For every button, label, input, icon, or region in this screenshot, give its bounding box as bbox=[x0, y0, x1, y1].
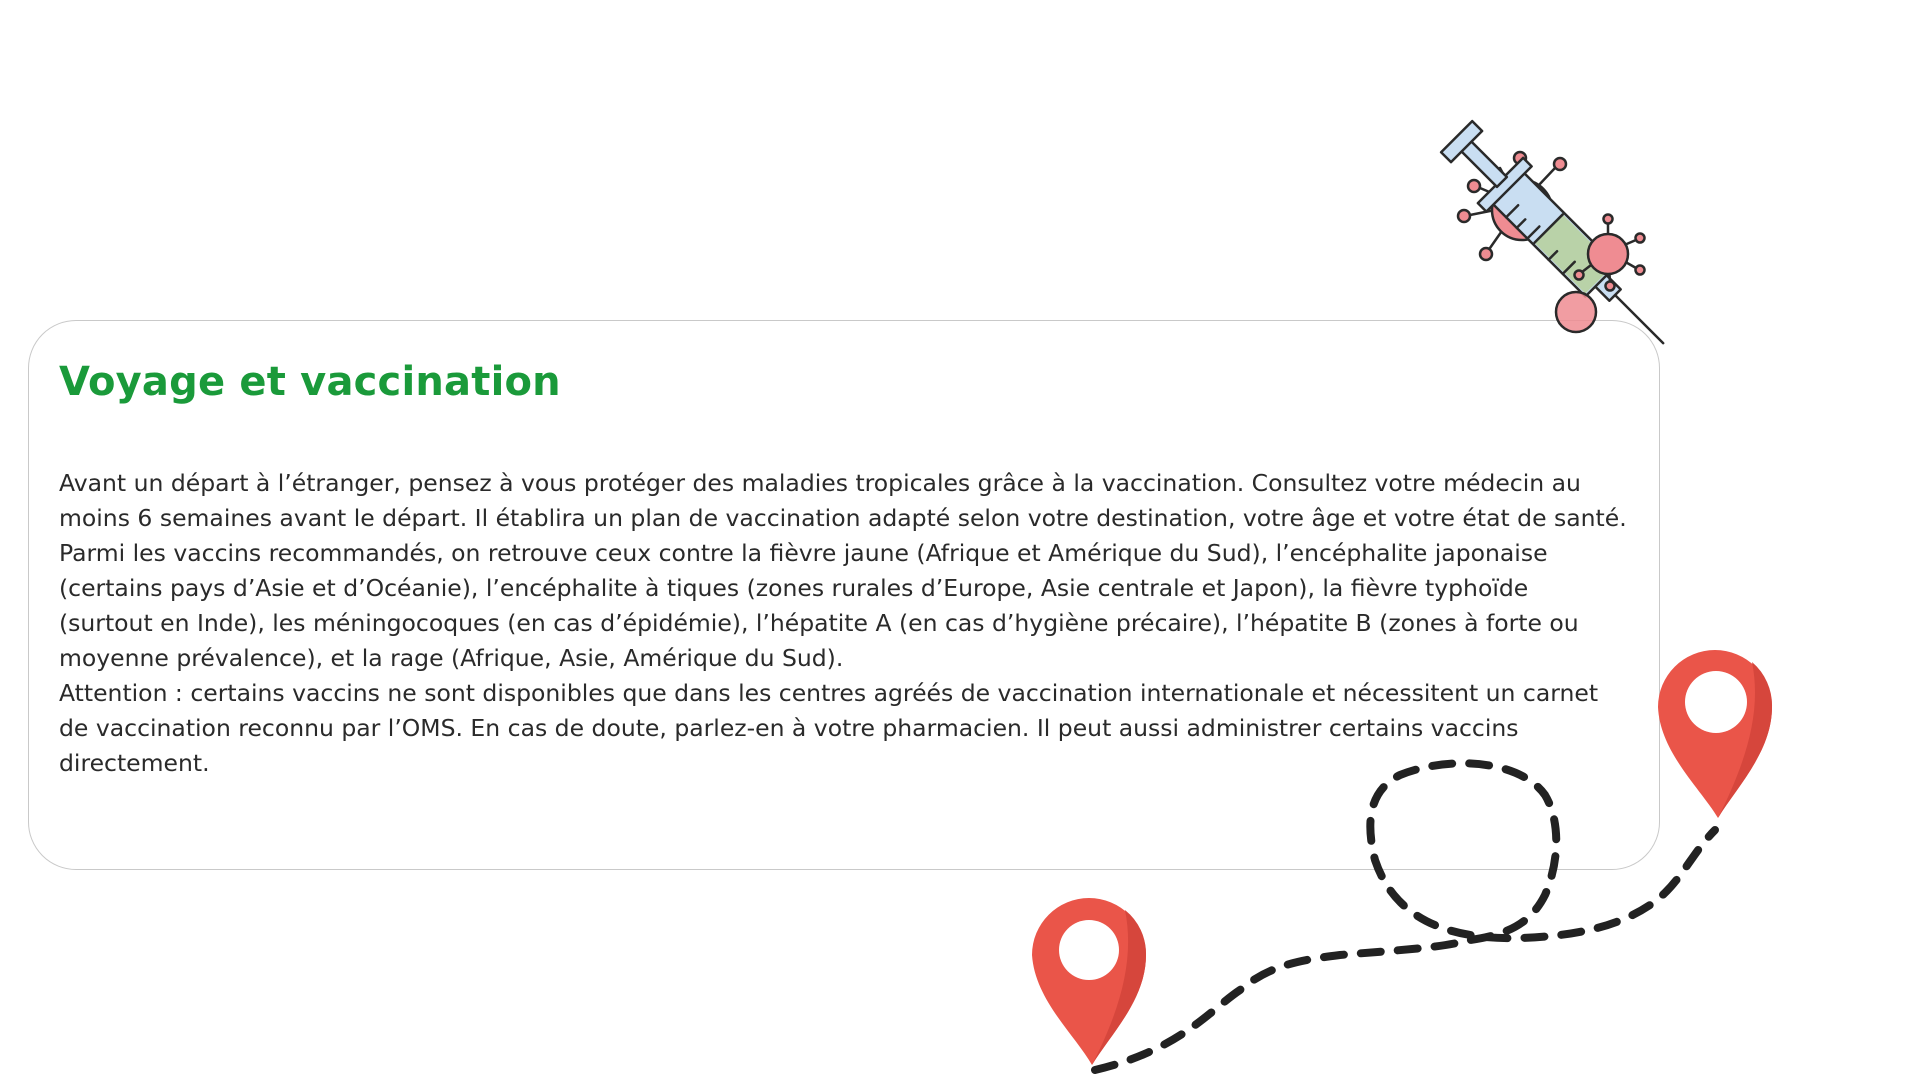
info-card bbox=[28, 320, 1660, 870]
map-pin-left-icon bbox=[1032, 898, 1146, 1065]
paragraph-vaccines: Parmi les vaccins recommandés, on retrouve ceux contre la fièvre jaune (Afrique et Amérique du Sud), l’encéphalite japonaise (certains pays d’Asie et d’Océanie), l’encéphalite à tiques (zones rurales d’Europe, Asie centrale et Japon), la fièvre typhoïde (surtout en Inde), les méningocoques (en cas d’épidémie), l’hépatite A (en cas d’hygiène précaire), l’hépatite B (zones à forte ou moyenne prévalence), et la rage (Afrique, Asie, Amérique du Sud). bbox=[59, 539, 1579, 672]
virus-small-icon bbox=[1575, 215, 1645, 291]
paragraph-attention: Attention : certains vaccins ne sont disponibles que dans les centres agréés de vaccination internationale et nécessitent un carnet de vaccination reconnu par l’OMS. En cas de doute, parlez-en à votre pharmacien. Il peut aussi administrer certains vaccins directement. bbox=[59, 679, 1599, 777]
map-pin-right-icon bbox=[1658, 650, 1772, 818]
card-body bbox=[59, 466, 1629, 781]
virus-large-icon bbox=[1458, 152, 1566, 260]
paragraph-intro: Avant un départ à l’étranger, pensez à vous protéger des maladies tropicales grâce à la vaccination. Consultez votre médecin au moins 6 semaines avant le départ. Il établira un plan de vaccination adapté selon votre destination, votre âge et votre état de santé. bbox=[59, 469, 1627, 532]
card-title: Voyage et vaccination bbox=[59, 359, 561, 405]
